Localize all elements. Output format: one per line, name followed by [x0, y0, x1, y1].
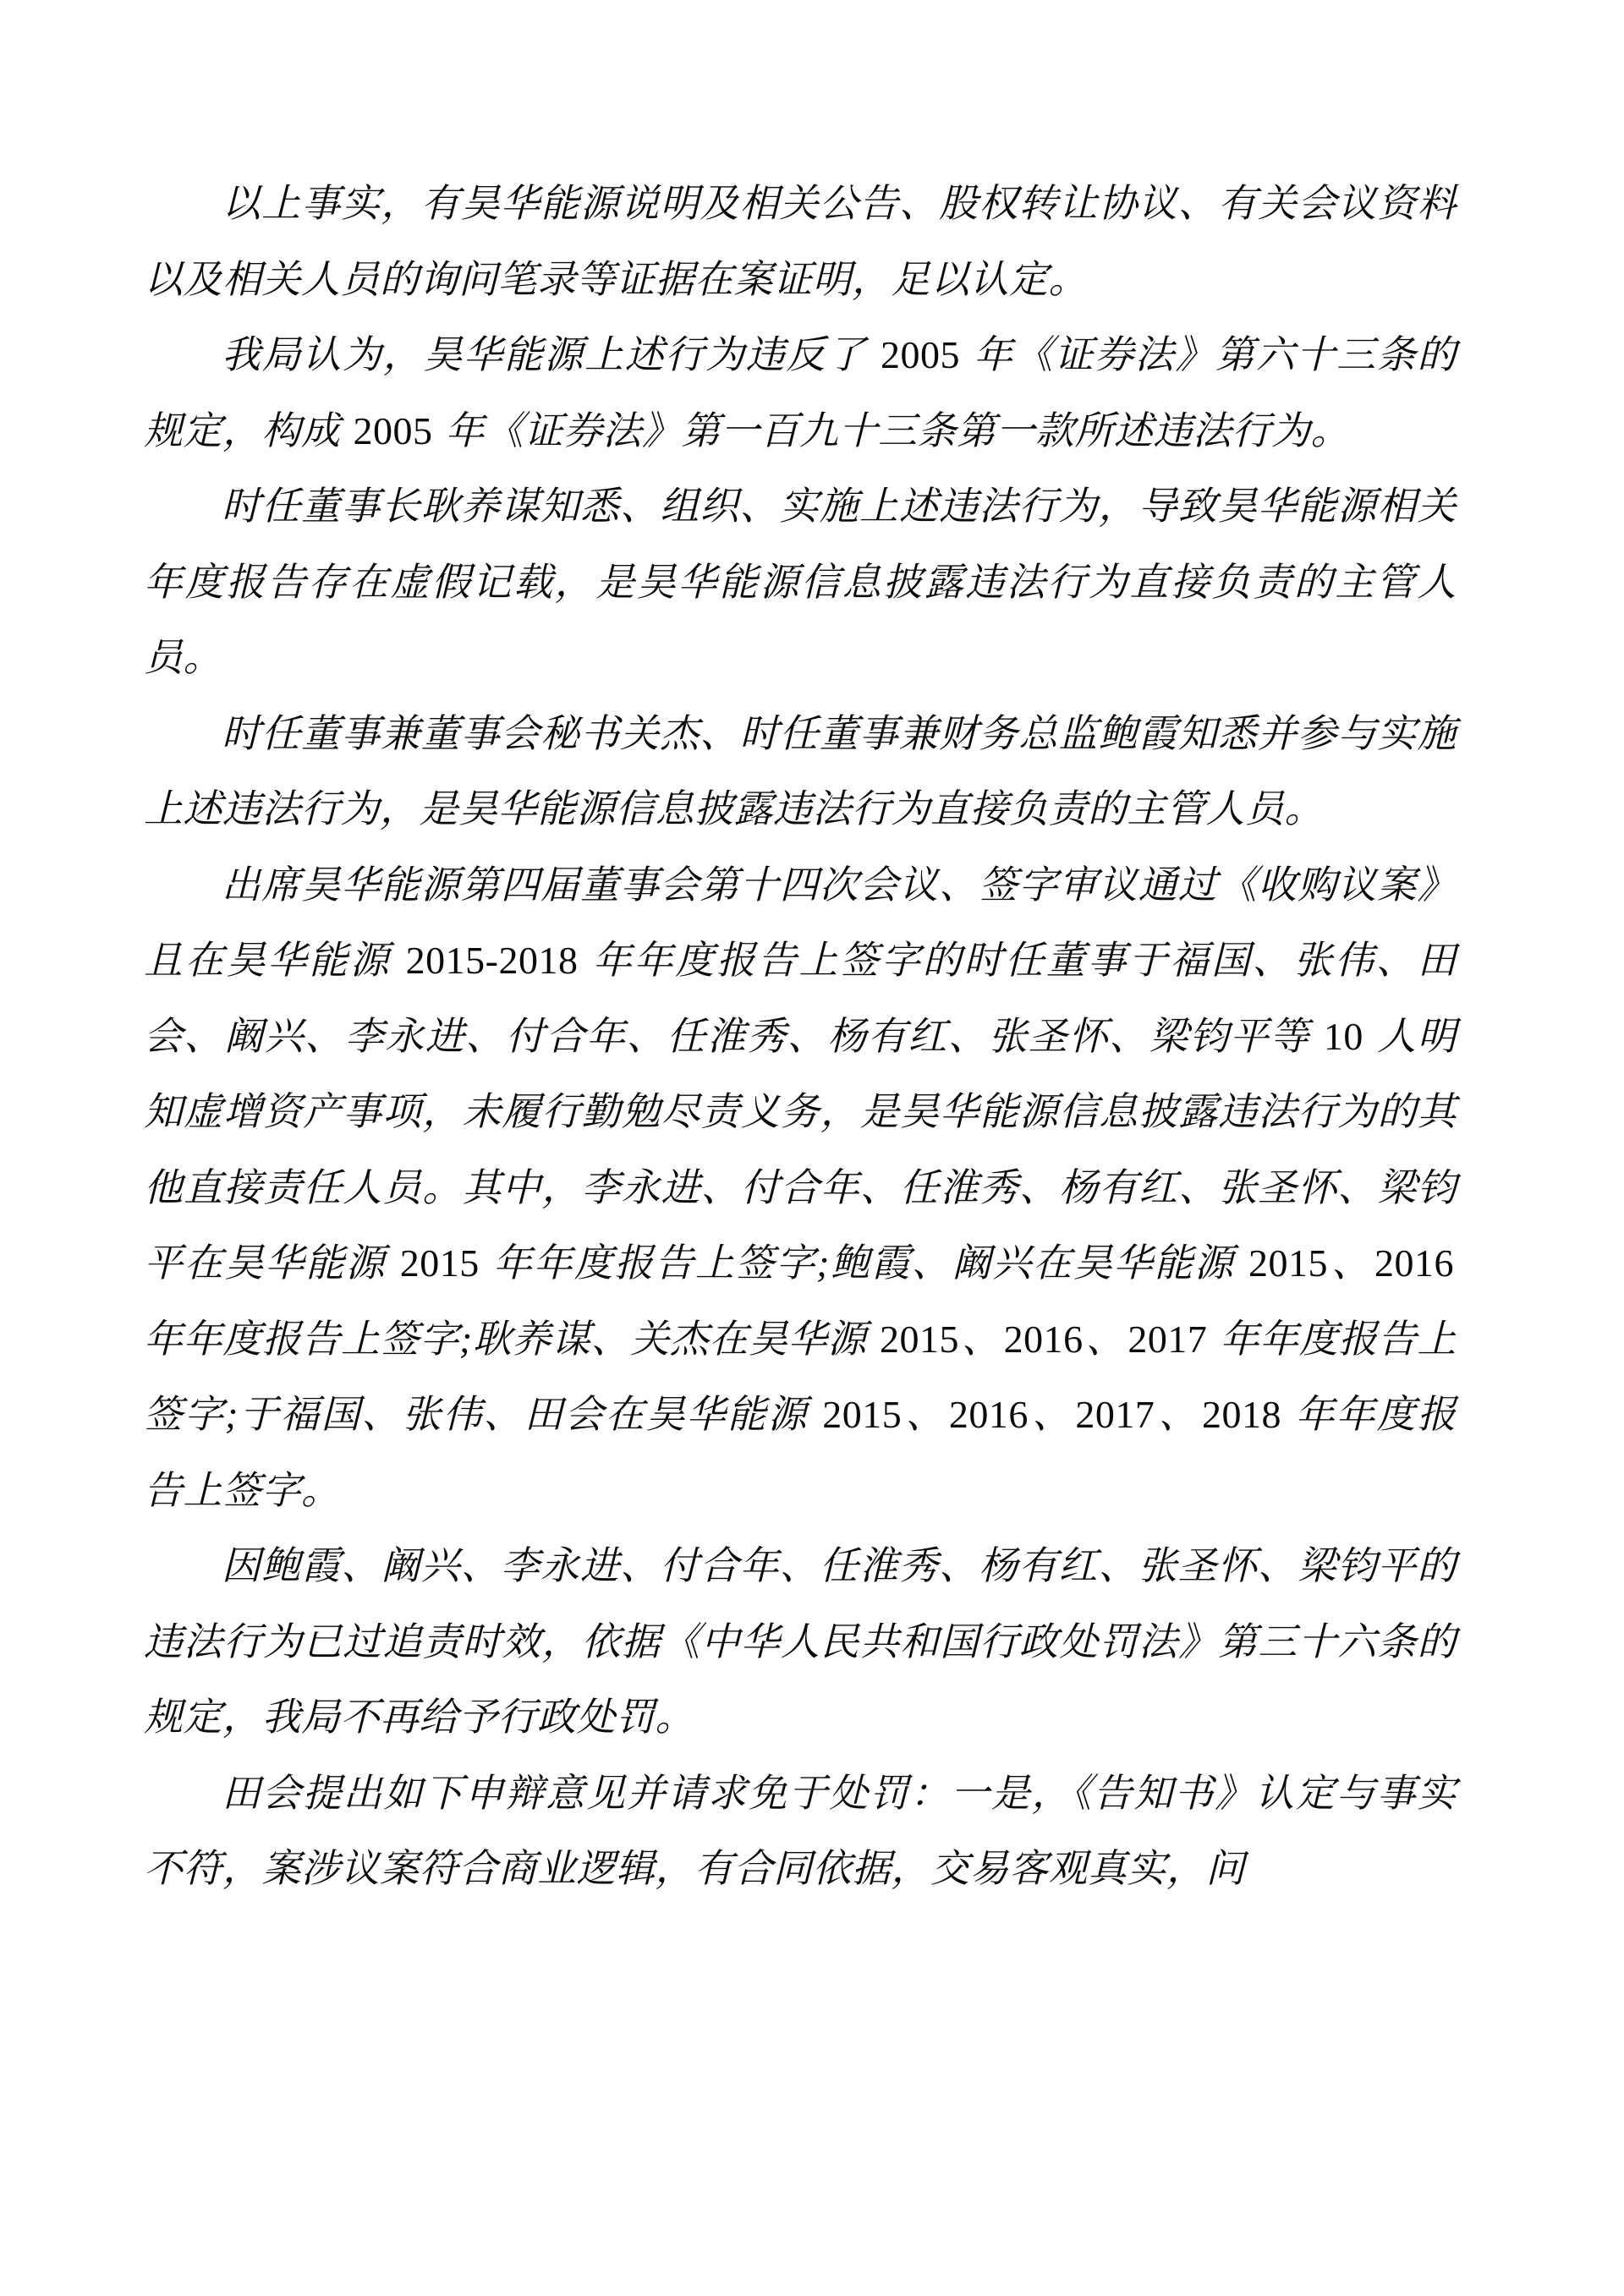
paragraph-board-meeting-signatories: 出席昊华能源第四届董事会第十四次会议、签字审议通过《收购议案》且在昊华能源 2015-2018 年年度报告上签字的时任董事于福国、张伟、田会、阚兴、李永进、付合年、任淮秀、杨有红、张圣怀、梁钧平等 10 人明知虚增资产事项，未履行勤勉尽责义务，是昊华能源信息披露违法行为的其他直接责任人员。其中，李永进、付合年、任淮秀、杨有红、张圣怀、梁钧平在昊华能源 2015 年年度报告上签字;鲍霞、阚兴在昊华能源 2015、2016 年年度报告上签字;耿养谋、关杰在昊华源 2015、2016、2017 年年度报告上签字;于福国、张伟、田会在昊华能源 2015、2016、2017、2018 年年度报告上签字。 — [144, 863, 1457, 1512]
paragraph-chairman-responsibility: 时任董事长耿养谋知悉、组织、实施上述违法行为，导致昊华能源相关年度报告存在虚假记载，是昊华能源信息披露违法行为直接负责的主管人员。 — [144, 485, 1457, 679]
document-body — [144, 166, 1457, 1907]
paragraph-tianhui-defense: 田会提出如下申辩意见并请求免于处罚：一是，《告知书》认定与事实不符，案涉议案符合商业逻辑，有合同依据，交易客观真实，问 — [144, 1771, 1457, 1890]
paragraph-evidence-summary: 以上事实，有昊华能源说明及相关公告、股权转让协议、有关会议资料以及相关人员的询问笔录等证据在案证明，足以认定。 — [144, 182, 1457, 301]
paragraph-statute-of-limitations: 因鲍霞、阚兴、李永进、付合年、任淮秀、杨有红、张圣怀、梁钧平的违法行为已过追责时效，依据《中华人民共和国行政处罚法》第三十六条的规定，我局不再给予行政处罚。 — [144, 1544, 1457, 1739]
paragraph-legal-finding: 我局认为，昊华能源上述行为违反了 2005 年《证券法》第六十三条的规定，构成 2005 年《证券法》第一百九十三条第一款所述违法行为。 — [144, 333, 1457, 452]
paragraph-directors-responsibility: 时任董事兼董事会秘书关杰、时任董事兼财务总监鲍霞知悉并参与实施上述违法行为，是昊华能源信息披露违法行为直接负责的主管人员。 — [144, 711, 1457, 830]
